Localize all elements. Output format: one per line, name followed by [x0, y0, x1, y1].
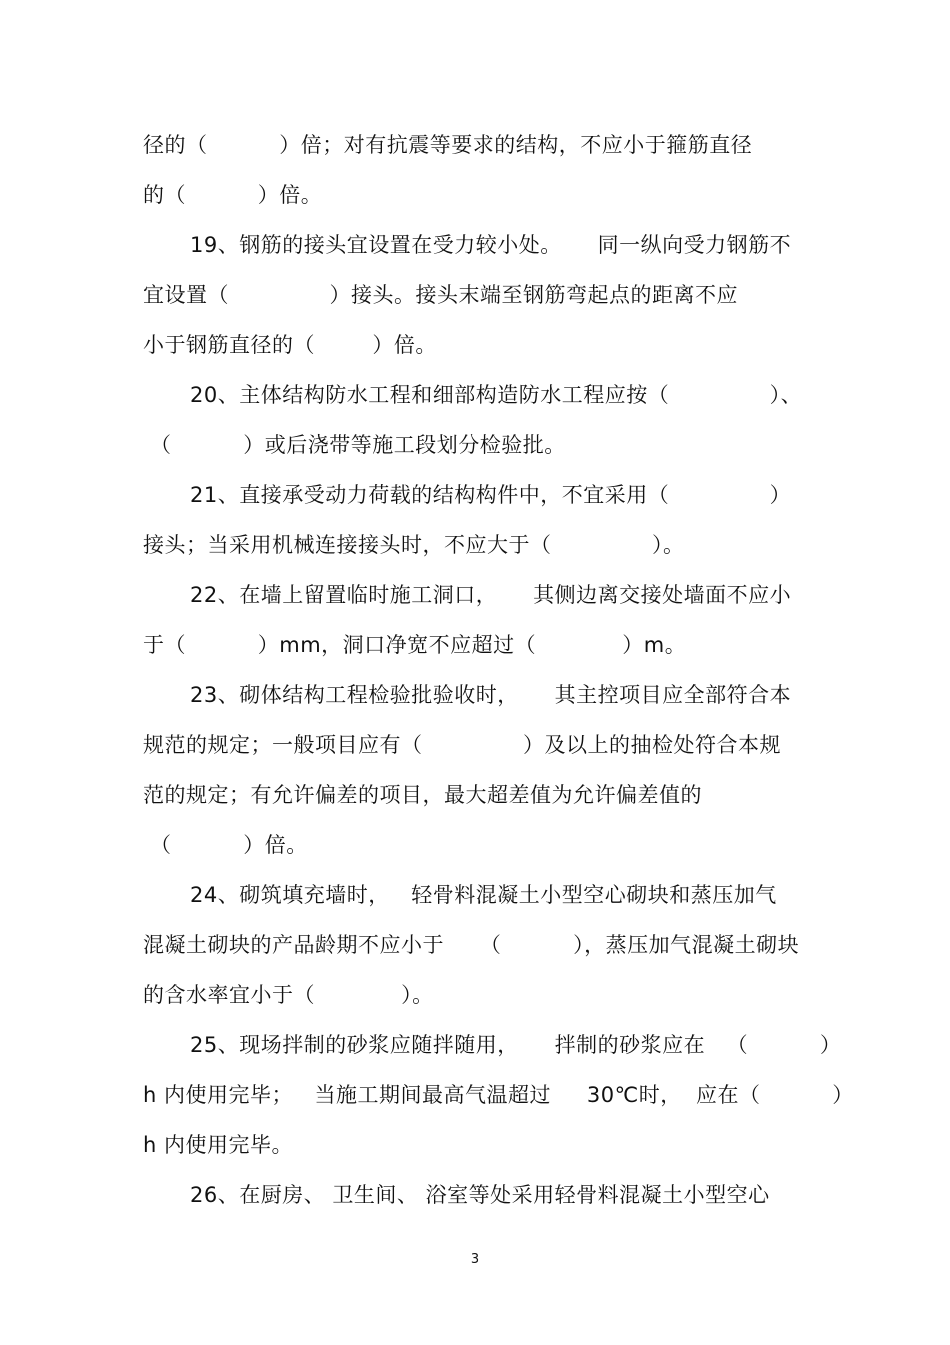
text-line: （ ）或后浇带等施工段划分检验批。	[150, 433, 566, 457]
text-line: 的（ ）倍。	[143, 183, 323, 207]
text-line: 接头；当采用机械连接接头时，不应大于（ ）。	[143, 533, 685, 557]
text-line: 范的规定；有允许偏差的项目，最大超差值为允许偏差值的	[143, 783, 702, 807]
question-26-line-1: 26、在厨房、 卫生间、 浴室等处采用轻骨料混凝土小型空心	[190, 1183, 770, 1207]
text-line: （ ）倍。	[150, 833, 308, 857]
text-line: 混凝土砌块的产品龄期不应小于 （ ），蒸压加气混凝土砌块	[143, 933, 800, 957]
text-line: 的含水率宜小于（ ）。	[143, 983, 434, 1007]
text-line: h 内使用完毕。	[143, 1133, 293, 1157]
text-line: 规范的规定；一般项目应有（ ）及以上的抽检处符合本规	[143, 733, 781, 757]
text-line: 宜设置（ ）接头。接头末端至钢筋弯起点的距离不应	[143, 283, 738, 307]
question-24-line-1: 24、砌筑填充墙时， 轻骨料混凝土小型空心砌块和蒸压加气	[190, 883, 777, 907]
page-number: 3	[470, 1252, 480, 1267]
question-20-line-1: 20、主体结构防水工程和细部构造防水工程应按（ ）、	[190, 383, 803, 407]
text-line: 径的（ ）倍；对有抗震等要求的结构，不应小于箍筋直径	[143, 133, 753, 157]
text-line: 于（ ）mm，洞口净宽不应超过（ ）m。	[143, 633, 687, 657]
text-line: h 内使用完毕； 当施工期间最高气温超过 30℃时， 应在（ ）	[143, 1083, 854, 1107]
question-22-line-1: 22、在墙上留置临时施工洞口， 其侧边离交接处墙面不应小	[190, 583, 792, 607]
question-21-line-1: 21、直接承受动力荷载的结构构件中，不宜采用（ ）	[190, 483, 792, 507]
question-19-line-1: 19、钢筋的接头宜设置在受力较小处。 同一纵向受力钢筋不	[190, 233, 792, 257]
question-23-line-1: 23、砌体结构工程检验批验收时， 其主控项目应全部符合本	[190, 683, 792, 707]
question-25-line-1: 25、现场拌制的砂浆应随拌随用， 拌制的砂浆应在 （ ）	[190, 1033, 842, 1057]
text-line: 小于钢筋直径的（ ）倍。	[143, 333, 437, 357]
